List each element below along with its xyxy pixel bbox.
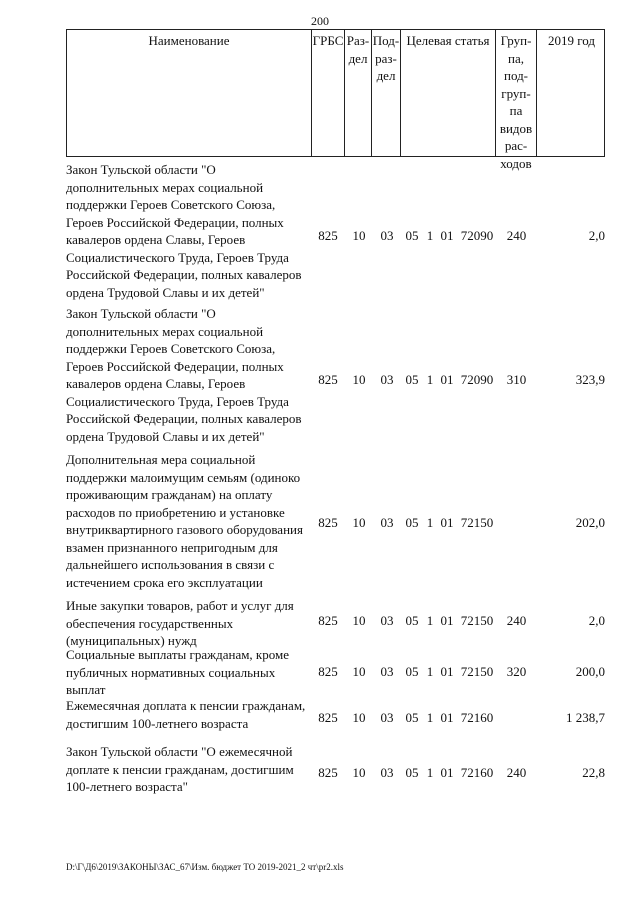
- row-cs-program: 05: [405, 710, 419, 725]
- row-podrazdel: 03: [380, 228, 394, 243]
- table-row: [66, 597, 605, 651]
- row-cs-event: 01: [440, 613, 454, 628]
- table-row: [66, 646, 605, 700]
- row-podrazdel: 03: [380, 372, 394, 387]
- row-grbs: 825: [318, 515, 338, 530]
- row-cs-direction: 72160: [460, 765, 494, 780]
- row-podrazdel: 03: [380, 515, 394, 530]
- row-name: Социальные выплаты гражданам, кроме публичных нормативных социальных выплат: [66, 647, 289, 697]
- row-cs-subprogram: 1: [426, 765, 434, 780]
- row-cs-direction: 72150: [460, 613, 494, 628]
- row-name: Закон Тульской области "О дополнительных мерах социальной поддержки Героев Советского Союза, Героев Российской Федерации, полных кавалеров ордена Славы, Героев Социалистического Труда, Героев Труда Российской Федерации, полных кавалеров ордена Трудовой Славы и их детей": [66, 162, 302, 300]
- row-cs-subprogram: 1: [426, 515, 434, 530]
- row-name: Ежемесячная доплата к пенсии гражданам, достигшим 100-летнего возраста: [66, 698, 306, 731]
- row-cs-program: 05: [405, 664, 419, 679]
- row-cs-subprogram: 1: [426, 710, 434, 725]
- table-row: [66, 161, 605, 301]
- row-expense-group: 310: [506, 372, 527, 387]
- row-amount: 2,0: [588, 228, 605, 243]
- row-expense-group: 320: [506, 664, 527, 679]
- row-podrazdel: 03: [380, 710, 394, 725]
- row-expense-group: 240: [506, 765, 527, 780]
- row-cs-event: 01: [440, 710, 454, 725]
- row-grbs: 825: [318, 372, 338, 387]
- row-podrazdel: 03: [380, 765, 394, 780]
- row-cs-subprogram: 1: [426, 228, 434, 243]
- header-target-article: Целевая статья: [401, 30, 496, 156]
- table-row: [66, 697, 605, 733]
- row-name: Закон Тульской области "О ежемесячной доплате к пенсии гражданам, достигшим 100-летнего возраста": [66, 744, 294, 794]
- row-grbs: 825: [318, 228, 338, 243]
- row-cs-event: 01: [440, 228, 454, 243]
- header-grbs: ГРБС: [312, 30, 345, 156]
- row-grbs: 825: [318, 664, 338, 679]
- row-cs-program: 05: [405, 372, 419, 387]
- row-razdel: 10: [352, 765, 366, 780]
- table-row: [66, 743, 605, 797]
- row-podrazdel: 03: [380, 613, 394, 628]
- row-amount: 202,0: [575, 515, 605, 530]
- header-name: Наименование: [67, 30, 312, 156]
- row-cs-subprogram: 1: [426, 372, 434, 387]
- row-grbs: 825: [318, 710, 338, 725]
- row-podrazdel: 03: [380, 664, 394, 679]
- row-expense-group: 240: [506, 613, 527, 628]
- header-year: 2019 год: [548, 33, 595, 48]
- row-cs-direction: 72160: [460, 710, 494, 725]
- row-amount: 2,0: [588, 613, 605, 628]
- row-name: Закон Тульской области "О дополнительных мерах социальной поддержки Героев Советского Союза, Героев Российской Федерации, полных кавалеров ордена Славы, Героев Социалистического Труда, Героев Труда Российской Федерации, полных кавалеров ордена Трудовой Славы и их детей": [66, 306, 302, 444]
- row-cs-direction: 72150: [460, 515, 494, 530]
- table-row: [66, 305, 605, 445]
- row-expense-group: 240: [506, 228, 527, 243]
- row-cs-direction: 72090: [460, 372, 494, 387]
- table-row: [66, 451, 605, 591]
- row-cs-direction: 72150: [460, 664, 494, 679]
- row-razdel: 10: [352, 613, 366, 628]
- row-amount: 22,8: [582, 765, 605, 780]
- row-cs-program: 05: [405, 228, 419, 243]
- header-razdel: Раз- дел: [345, 30, 372, 156]
- row-cs-subprogram: 1: [426, 613, 434, 628]
- row-cs-event: 01: [440, 372, 454, 387]
- row-razdel: 10: [352, 515, 366, 530]
- row-amount: 200,0: [575, 664, 605, 679]
- row-cs-event: 01: [440, 515, 454, 530]
- row-cs-event: 01: [440, 765, 454, 780]
- header-expense-group: Груп- па, под- груп- па видов рас- ходов: [496, 30, 537, 156]
- file-path-footer: D:\Г\Д6\2019\ЗАКОНЫ\ЗАС_67\Изм. бюджет ТО 2019-2021_2 чт\pr2.xls: [66, 862, 344, 872]
- row-cs-program: 05: [405, 515, 419, 530]
- row-razdel: 10: [352, 664, 366, 679]
- row-razdel: 10: [352, 710, 366, 725]
- row-amount: 1 238,7: [566, 710, 605, 725]
- row-razdel: 10: [352, 372, 366, 387]
- row-cs-event: 01: [440, 664, 454, 679]
- row-cs-direction: 72090: [460, 228, 494, 243]
- table-header: [66, 29, 605, 171]
- row-amount: 323,9: [575, 372, 605, 387]
- row-grbs: 825: [318, 765, 338, 780]
- row-razdel: 10: [352, 228, 366, 243]
- row-name: Дополнительная мера социальной поддержки малоимущим семьям (одиноко проживающим гражданам) на оплату расходов по приобретению и установке внутриквартирного газового оборудования взамен признанного непригодным для дальнейшего использования в связи с истечением срока его эксплуатации: [66, 452, 303, 590]
- row-cs-program: 05: [405, 765, 419, 780]
- header-podrazdel: Под- раз- дел: [372, 30, 401, 156]
- row-name: Иные закупки товаров, работ и услуг для обеспечения государственных (муниципальных) нужд: [66, 598, 294, 648]
- row-cs-subprogram: 1: [426, 664, 434, 679]
- page-number: 200: [311, 14, 329, 28]
- row-grbs: 825: [318, 613, 338, 628]
- row-cs-program: 05: [405, 613, 419, 628]
